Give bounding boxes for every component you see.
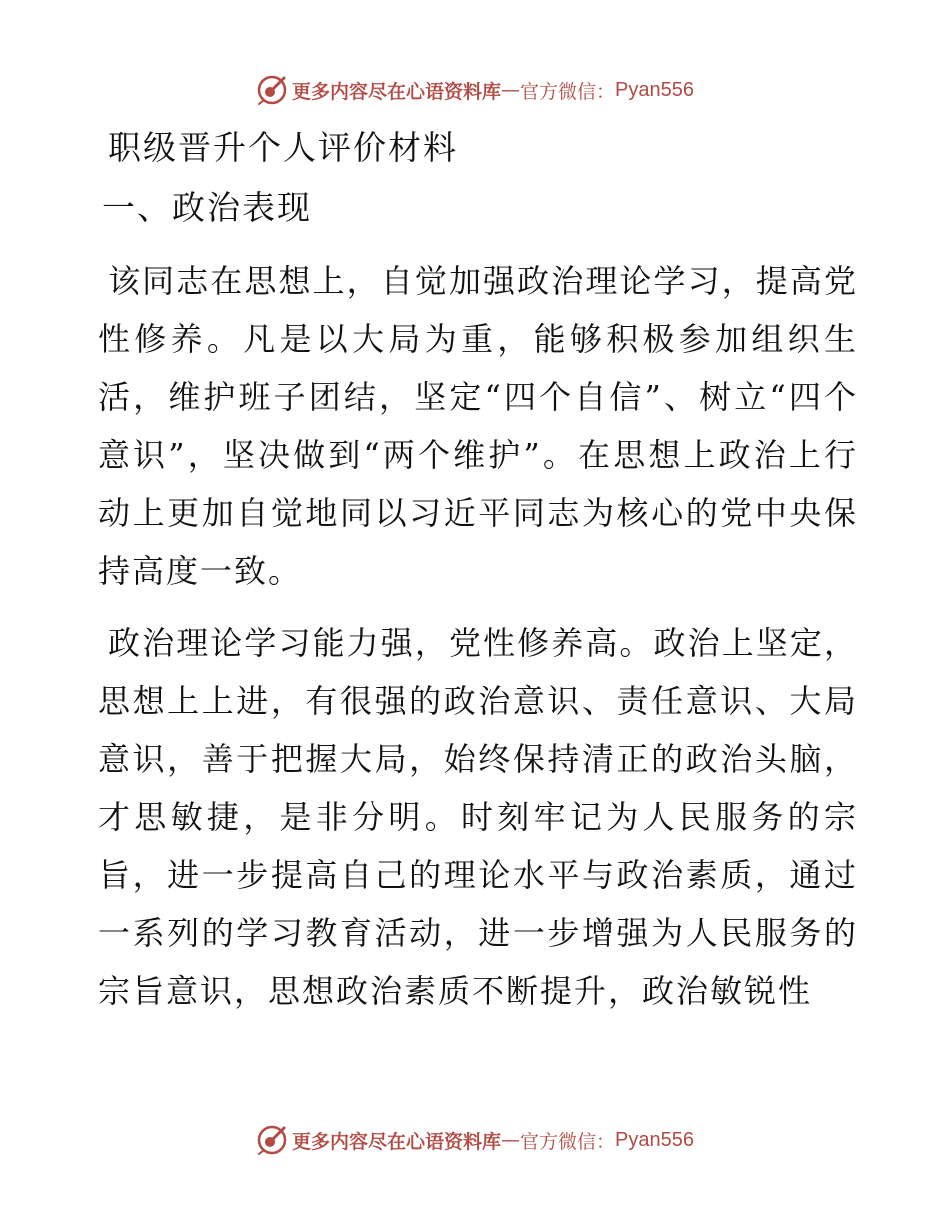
document-title: 职级晋升个人评价材料 [108,128,458,167]
banner-dash: — [501,79,521,101]
footer-banner [0,1120,950,1160]
paragraph: 政治理论学习能力强，党性修养高。政治上坚定，思想上上进，有很强的政治意识、责任意识、大局意识，善于把握大局，始终保持清正的政治头脑，才思敏捷，是非分明。时刻牢记为人民服务的宗旨，进一步提高自己的理论水平与政治素质，通过一系列的学习教育活动，进一步增强为人民服务的宗旨意识，思想政治素质不断提升，政治敏锐性 [98,624,858,1010]
paragraph: 该同志在思想上，自觉加强政治理论学习，提高党性修养。凡是以大局为重，能够积极参加组织生活，维护班子团结，坚定“四个自信”、树立“四个意识”，坚决做到“两个维护”。在思想上政治上行动上更加自觉地同以习近平同志为核心的党中央保持高度一致。 [98,262,858,590]
banner-wechat-label: 官方微信： [520,1130,616,1153]
banner-main-text: 更多内容尽在心语资料库 [292,1130,502,1153]
banner-main-text: 更多内容尽在心语资料库 [292,80,502,103]
banner-wechat-label: 官方微信： [520,80,616,103]
document-body [98,118,858,1020]
header-banner [0,70,950,110]
banner-wechat-id: Pyan556 [615,78,694,101]
banner-wechat-id: Pyan556 [615,1128,694,1151]
brush-logo-icon [256,74,288,106]
banner-dash: — [501,1129,521,1151]
section-heading: 一、政治表现 [102,188,312,227]
brush-logo-icon [256,1124,288,1156]
